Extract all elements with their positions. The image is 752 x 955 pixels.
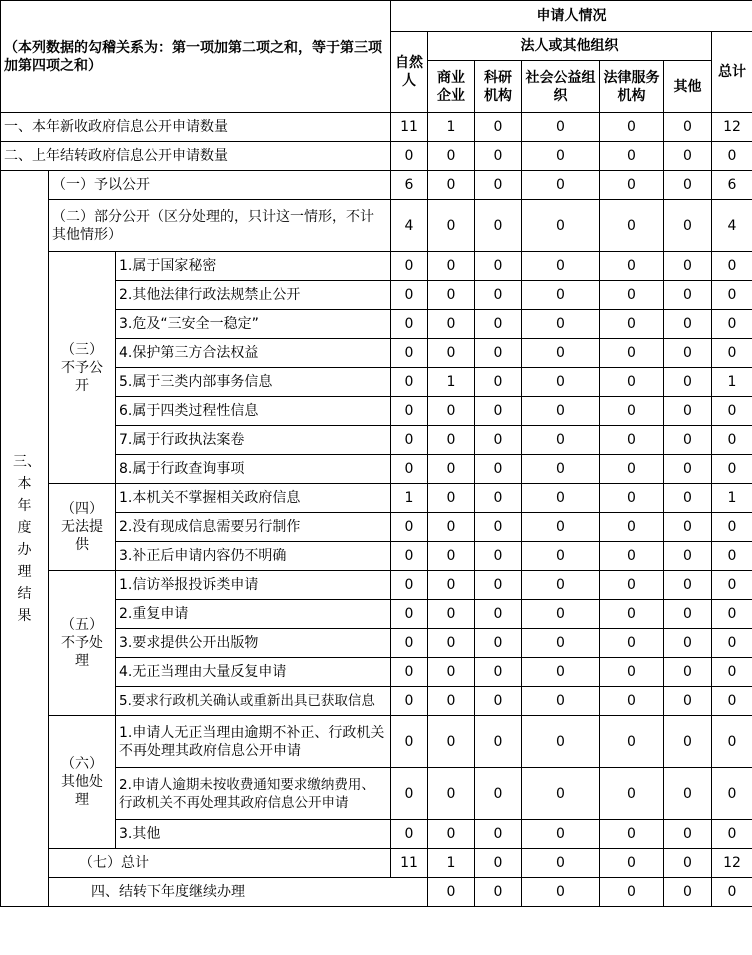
- cell-value: 0: [475, 455, 522, 484]
- cell-value: 0: [600, 629, 664, 658]
- group-6-label: （六）其他处理: [49, 716, 116, 849]
- cell-value: 0: [664, 426, 712, 455]
- cell-value: 0: [391, 571, 428, 600]
- cell-value: 0: [712, 455, 752, 484]
- cell-value: 0: [664, 542, 712, 571]
- row-label: 一、本年新收政府信息公开申请数量: [1, 113, 391, 142]
- cell-value: 0: [428, 339, 475, 368]
- cell-value: 0: [522, 142, 600, 171]
- table-row: [1, 142, 752, 171]
- cell-value: 0: [391, 368, 428, 397]
- cell-value: 0: [664, 687, 712, 716]
- table-row: [1, 113, 752, 142]
- row-label: （七）总计: [49, 849, 391, 878]
- cell-value: 0: [428, 426, 475, 455]
- cell-value: 0: [664, 281, 712, 310]
- cell-value: 0: [391, 820, 428, 849]
- cell-value: 0: [475, 878, 522, 907]
- cell-value: 0: [712, 600, 752, 629]
- cell-value: 0: [600, 513, 664, 542]
- cell-value: 0: [664, 716, 712, 768]
- cell-value: 0: [391, 768, 428, 820]
- cell-value: 0: [712, 339, 752, 368]
- cell-value: 0: [391, 658, 428, 687]
- cell-value: 0: [475, 513, 522, 542]
- row-label: 3.补正后申请内容仍不明确: [116, 542, 391, 571]
- cell-value: 0: [428, 484, 475, 513]
- cell-value: 0: [391, 600, 428, 629]
- cell-value: 0: [428, 142, 475, 171]
- table-row: [1, 571, 752, 600]
- cell-value: 0: [475, 281, 522, 310]
- cell-value: 0: [712, 142, 752, 171]
- cell-value: 0: [428, 397, 475, 426]
- cell-value: 11: [391, 849, 428, 878]
- cell-value: 0: [712, 687, 752, 716]
- cell-value: 0: [664, 200, 712, 252]
- cell-value: 12: [712, 849, 752, 878]
- cell-value: 0: [522, 171, 600, 200]
- cell-value: 0: [600, 310, 664, 339]
- cell-value: 11: [391, 113, 428, 142]
- cell-value: 0: [712, 513, 752, 542]
- cell-value: 0: [712, 542, 752, 571]
- cell-value: 0: [664, 658, 712, 687]
- cell-value: 0: [475, 368, 522, 397]
- cell-value: 0: [522, 849, 600, 878]
- cell-value: 0: [600, 716, 664, 768]
- cell-value: 0: [600, 878, 664, 907]
- section-3-text: 三、本年度办理结果: [13, 453, 41, 624]
- cell-value: 0: [428, 629, 475, 658]
- cell-value: 0: [391, 455, 428, 484]
- header-legal-service: 法律服务机构: [600, 61, 664, 113]
- cell-value: 0: [600, 687, 664, 716]
- group-3-label: （三）不予公开: [49, 252, 116, 484]
- cell-value: 0: [664, 600, 712, 629]
- cell-value: 0: [522, 658, 600, 687]
- cell-value: 0: [664, 629, 712, 658]
- cell-value: 0: [664, 113, 712, 142]
- cell-value: 0: [391, 426, 428, 455]
- cell-value: 0: [428, 571, 475, 600]
- cell-value: 0: [600, 455, 664, 484]
- cell-value: 0: [712, 397, 752, 426]
- row-label: 6.属于四类过程性信息: [116, 397, 391, 426]
- row-label: 8.属于行政查询事项: [116, 455, 391, 484]
- cell-value: 0: [600, 658, 664, 687]
- cell-value: 0: [391, 339, 428, 368]
- cell-value: 0: [712, 820, 752, 849]
- cell-value: 0: [428, 716, 475, 768]
- table-row: [1, 849, 752, 878]
- cell-value: 6: [391, 171, 428, 200]
- cell-value: 1: [391, 484, 428, 513]
- cell-value: 0: [475, 310, 522, 339]
- section-3-label: [1, 171, 49, 907]
- cell-value: 0: [522, 716, 600, 768]
- cell-value: 0: [664, 171, 712, 200]
- table-row: [1, 252, 752, 281]
- cell-value: 0: [475, 542, 522, 571]
- cell-value: 0: [664, 768, 712, 820]
- cell-value: 1: [712, 484, 752, 513]
- cell-value: 6: [712, 171, 752, 200]
- table-row: [1, 878, 752, 907]
- row-label: 3.要求提供公开出版物: [116, 629, 391, 658]
- cell-value: 0: [664, 820, 712, 849]
- cell-value: 0: [428, 252, 475, 281]
- cell-value: 0: [391, 513, 428, 542]
- cell-value: 0: [475, 687, 522, 716]
- cell-value: 0: [664, 397, 712, 426]
- cell-value: 0: [428, 768, 475, 820]
- cell-value: 0: [600, 142, 664, 171]
- cell-value: 0: [522, 252, 600, 281]
- cell-value: 0: [522, 113, 600, 142]
- cell-value: 0: [600, 252, 664, 281]
- cell-value: 0: [428, 658, 475, 687]
- cell-value: 0: [522, 542, 600, 571]
- cell-value: 0: [664, 484, 712, 513]
- cell-value: 0: [522, 281, 600, 310]
- row-label: 1.本机关不掌握相关政府信息: [116, 484, 391, 513]
- cell-value: 0: [391, 542, 428, 571]
- header-commercial: 商业企业: [428, 61, 475, 113]
- cell-value: 0: [391, 281, 428, 310]
- cell-value: 0: [600, 368, 664, 397]
- cell-value: 0: [475, 113, 522, 142]
- cell-value: 0: [522, 455, 600, 484]
- cell-value: 0: [522, 368, 600, 397]
- cell-value: 0: [391, 310, 428, 339]
- cell-value: 0: [664, 878, 712, 907]
- cell-value: 0: [428, 200, 475, 252]
- cell-value: 0: [522, 426, 600, 455]
- cell-value: 0: [475, 252, 522, 281]
- cell-value: 0: [391, 142, 428, 171]
- cell-value: 0: [475, 820, 522, 849]
- cell-value: 0: [428, 513, 475, 542]
- cell-value: 0: [712, 878, 752, 907]
- table-row: [1, 200, 752, 252]
- header-other: 其他: [664, 61, 712, 113]
- cell-value: 0: [664, 455, 712, 484]
- cell-value: 0: [522, 484, 600, 513]
- cell-value: 4: [391, 200, 428, 252]
- row-label: 2.其他法律行政法规禁止公开: [116, 281, 391, 310]
- header-research: 科研机构: [475, 61, 522, 113]
- cell-value: 0: [712, 310, 752, 339]
- row-label: 5.要求行政机关确认或重新出具已获取信息: [116, 687, 391, 716]
- cell-value: 0: [475, 768, 522, 820]
- cell-value: 0: [475, 716, 522, 768]
- cell-value: 0: [600, 171, 664, 200]
- cell-value: 0: [391, 687, 428, 716]
- cell-value: 0: [600, 281, 664, 310]
- cell-value: 0: [522, 687, 600, 716]
- table-row: [1, 716, 752, 768]
- cell-value: 0: [391, 397, 428, 426]
- cell-value: 0: [600, 113, 664, 142]
- cell-value: 0: [475, 658, 522, 687]
- cell-value: 0: [391, 252, 428, 281]
- table-row: [1, 484, 752, 513]
- cell-value: 0: [475, 484, 522, 513]
- cell-value: 1: [428, 368, 475, 397]
- header-total: 总计: [712, 32, 752, 113]
- row-label: 2.申请人逾期未按收费通知要求缴纳费用、行政机关不再处理其政府信息公开申请: [116, 768, 391, 820]
- row-label: （一）予以公开: [49, 171, 391, 200]
- cell-value: 0: [522, 600, 600, 629]
- cell-value: 0: [712, 716, 752, 768]
- cell-value: 0: [428, 687, 475, 716]
- header-natural-person: 自然人: [391, 32, 428, 113]
- row-label: 4.保护第三方合法权益: [116, 339, 391, 368]
- row-label: 5.属于三类内部事务信息: [116, 368, 391, 397]
- cell-value: 0: [428, 281, 475, 310]
- header-applicant: 申请人情况: [391, 1, 752, 32]
- cell-value: 0: [522, 629, 600, 658]
- cell-value: 0: [664, 310, 712, 339]
- cell-value: 0: [600, 600, 664, 629]
- cell-value: 0: [522, 571, 600, 600]
- row-label: 3.其他: [116, 820, 391, 849]
- cell-value: 0: [600, 397, 664, 426]
- cell-value: 12: [712, 113, 752, 142]
- header-legal-group: 法人或其他组织: [428, 32, 712, 61]
- cell-value: 0: [475, 142, 522, 171]
- cell-value: 0: [712, 629, 752, 658]
- cell-value: 0: [475, 629, 522, 658]
- cell-value: 0: [522, 200, 600, 252]
- cell-value: 0: [600, 768, 664, 820]
- cell-value: 0: [600, 542, 664, 571]
- cell-value: 0: [522, 397, 600, 426]
- row-label: 1.信访举报投诉类申请: [116, 571, 391, 600]
- row-label: 2.重复申请: [116, 600, 391, 629]
- cell-value: 0: [600, 426, 664, 455]
- cell-value: 1: [428, 113, 475, 142]
- cell-value: 0: [475, 426, 522, 455]
- cell-value: 0: [428, 310, 475, 339]
- cell-value: 0: [475, 849, 522, 878]
- cell-value: 1: [712, 368, 752, 397]
- row-label: 3.危及“三安全一稳定”: [116, 310, 391, 339]
- cell-value: 4: [712, 200, 752, 252]
- cell-value: 0: [600, 849, 664, 878]
- cell-value: 0: [428, 600, 475, 629]
- cell-value: 0: [428, 455, 475, 484]
- cell-value: 0: [475, 171, 522, 200]
- table-row: [1, 171, 752, 200]
- cell-value: 0: [428, 878, 475, 907]
- header-note: （本列数据的勾稽关系为：第一项加第二项之和，等于第三项加第四项之和）: [1, 1, 391, 113]
- cell-value: 0: [664, 252, 712, 281]
- cell-value: 0: [475, 571, 522, 600]
- row-label: 二、上年结转政府信息公开申请数量: [1, 142, 391, 171]
- cell-value: 0: [522, 310, 600, 339]
- cell-value: 0: [600, 339, 664, 368]
- cell-value: 0: [664, 513, 712, 542]
- cell-value: 0: [600, 484, 664, 513]
- cell-value: 0: [664, 339, 712, 368]
- cell-value: 0: [522, 768, 600, 820]
- cell-value: 0: [428, 542, 475, 571]
- group-4-label: （四）无法提供: [49, 484, 116, 571]
- header-public-welfare: 社会公益组织: [522, 61, 600, 113]
- cell-value: 0: [428, 171, 475, 200]
- cell-value: 0: [522, 878, 600, 907]
- cell-value: 0: [712, 281, 752, 310]
- cell-value: 0: [712, 658, 752, 687]
- row-label: （二）部分公开（区分处理的，只计这一情形，不计其他情形）: [49, 200, 391, 252]
- cell-value: 0: [664, 368, 712, 397]
- row-label: 7.属于行政执法案卷: [116, 426, 391, 455]
- cell-value: 0: [664, 571, 712, 600]
- row-label: 四、结转下年度继续办理: [49, 878, 428, 907]
- cell-value: 0: [522, 820, 600, 849]
- cell-value: 0: [428, 820, 475, 849]
- row-label: 1.申请人无正当理由逾期不补正、行政机关不再处理其政府信息公开申请: [116, 716, 391, 768]
- cell-value: 0: [664, 142, 712, 171]
- cell-value: 0: [712, 252, 752, 281]
- row-label: 2.没有现成信息需要另行制作: [116, 513, 391, 542]
- cell-value: 0: [475, 600, 522, 629]
- cell-value: 0: [522, 339, 600, 368]
- row-label: 1.属于国家秘密: [116, 252, 391, 281]
- cell-value: 0: [600, 820, 664, 849]
- cell-value: 0: [712, 571, 752, 600]
- cell-value: 0: [600, 571, 664, 600]
- group-5-label: （五）不予处理: [49, 571, 116, 716]
- cell-value: 0: [475, 339, 522, 368]
- cell-value: 0: [522, 513, 600, 542]
- row-label: 4.无正当理由大量反复申请: [116, 658, 391, 687]
- cell-value: 0: [475, 397, 522, 426]
- cell-value: 0: [391, 629, 428, 658]
- cell-value: 0: [600, 200, 664, 252]
- cell-value: 1: [428, 849, 475, 878]
- cell-value: 0: [712, 768, 752, 820]
- cell-value: 0: [475, 200, 522, 252]
- cell-value: 0: [391, 716, 428, 768]
- cell-value: 0: [712, 426, 752, 455]
- cell-value: 0: [664, 849, 712, 878]
